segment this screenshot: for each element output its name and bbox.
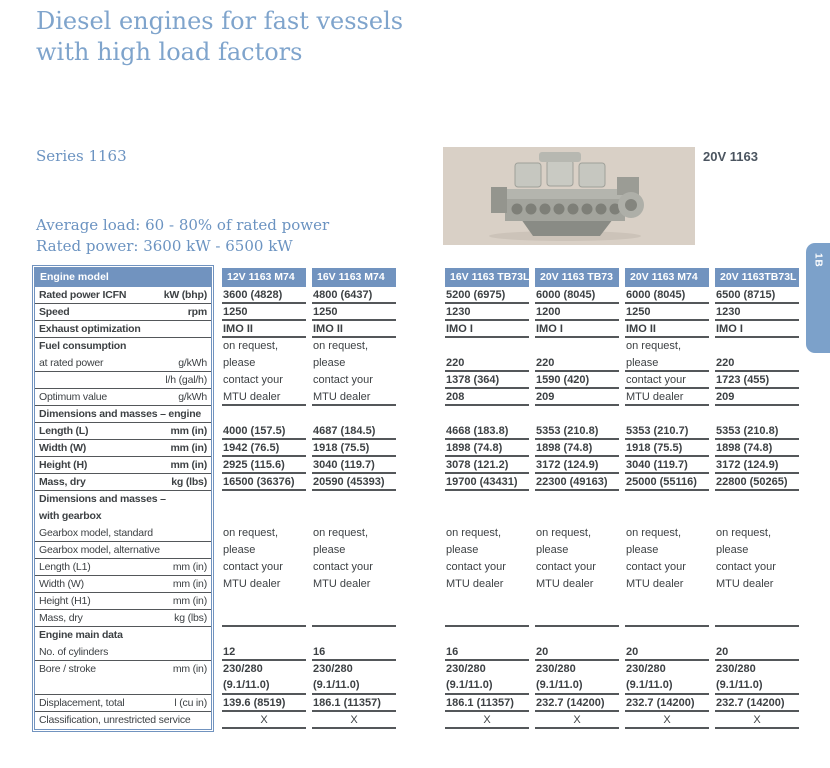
spec-cell-4-0: 6000 (8045) bbox=[625, 287, 709, 304]
spec-cell-1-1: 1250 bbox=[312, 304, 396, 321]
row-label-text: Length (L) bbox=[39, 425, 89, 437]
engine-model-chip: 12V 1163 M74 bbox=[222, 268, 306, 287]
row-unit: kg (lbs) bbox=[174, 612, 207, 624]
spec-cell-0-11: 16500 (36376) bbox=[222, 474, 306, 491]
spec-cell-3-22: 232.7 (14200) bbox=[535, 695, 619, 712]
spec-cell-2-8: 4668 (183.8) bbox=[445, 423, 529, 440]
spec-cell-2-9: 1898 (74.8) bbox=[445, 440, 529, 457]
spec-cell-4-16: MTU dealer bbox=[626, 578, 684, 590]
spec-cell-3-8: 5353 (210.8) bbox=[535, 423, 619, 440]
spec-cell-4-17 bbox=[625, 593, 709, 610]
row-label-23 bbox=[35, 712, 211, 729]
section-tab-label: 1B bbox=[812, 253, 824, 268]
engine-columns bbox=[214, 265, 799, 729]
spec-cell-2-1: 1230 bbox=[445, 304, 529, 321]
spec-cell-4-19 bbox=[625, 627, 709, 644]
spec-cell-1-5: contact your bbox=[313, 374, 373, 386]
spec-cell-1-8: 4687 (184.5) bbox=[312, 423, 396, 440]
row-label-text: Dimensions and masses – bbox=[39, 493, 166, 505]
spec-cell-4-12 bbox=[625, 491, 709, 525]
spec-cell-4-22: 232.7 (14200) bbox=[625, 695, 709, 712]
spec-cell-4-2: IMO II bbox=[625, 321, 709, 338]
row-unit: mm (in) bbox=[172, 595, 207, 607]
spec-cell-4-15: contact your bbox=[626, 561, 686, 573]
engine-model-header: Engine model bbox=[35, 268, 211, 287]
spec-cell-0-12 bbox=[222, 491, 306, 525]
engine-model-chip: 16V 1163 M74 bbox=[312, 268, 396, 287]
row-label-text: Bore / stroke bbox=[39, 663, 96, 675]
spec-cell-2-10: 3078 (121.2) bbox=[445, 457, 529, 474]
row-label-text: Optimum value bbox=[39, 391, 108, 403]
spec-cell-2-23: X bbox=[445, 712, 529, 729]
row-unit: mm (in) bbox=[170, 459, 207, 471]
engine-model-chip: 20V 1163 M74 bbox=[625, 268, 709, 287]
engine-column-1 bbox=[312, 265, 396, 729]
spec-cell-1-16: MTU dealer bbox=[313, 578, 371, 590]
spec-cell-3-16: MTU dealer bbox=[536, 578, 594, 590]
row-label-10 bbox=[35, 457, 211, 474]
row-unit: kW (bhp) bbox=[163, 289, 207, 301]
spec-cell-3-17 bbox=[535, 593, 619, 610]
spec-cell-0-16: MTU dealer bbox=[223, 578, 281, 590]
spec-cell-2-4: 220 bbox=[445, 355, 529, 372]
spec-cell-0-2: IMO II bbox=[222, 321, 306, 338]
spec-cell-0-18 bbox=[222, 610, 306, 627]
spec-cell-2-5: 1378 (364) bbox=[445, 372, 529, 389]
series-label: Series 1163 bbox=[36, 147, 127, 165]
spec-cell-5-7 bbox=[715, 406, 799, 423]
spec-cell-2-22: 186.1 (11357) bbox=[445, 695, 529, 712]
spec-cell-1-0: 4800 (6437) bbox=[312, 287, 396, 304]
spec-cell-1-17 bbox=[312, 593, 396, 610]
row-label-text: Classification, unrestricted service bbox=[39, 714, 191, 726]
spec-cell-2-18 bbox=[445, 610, 529, 627]
spec-cell-4-8: 5353 (210.7) bbox=[625, 423, 709, 440]
spec-cell-0-4: please bbox=[223, 357, 256, 369]
spec-cell-3-10: 3172 (124.9) bbox=[535, 457, 619, 474]
spec-cell-5-9: 1898 (74.8) bbox=[715, 440, 799, 457]
spec-cell-4-13: on request, bbox=[626, 527, 682, 539]
spec-cell-5-1: 1230 bbox=[715, 304, 799, 321]
row-label-2 bbox=[35, 321, 211, 338]
spec-cell-3-19 bbox=[535, 627, 619, 644]
spec-cell-2-11: 19700 (43431) bbox=[445, 474, 529, 491]
spec-cell-0-13: on request, bbox=[223, 527, 279, 539]
section-tab-1b bbox=[806, 243, 830, 353]
spec-cell-1-9: 1918 (75.5) bbox=[312, 440, 396, 457]
spec-cell-0-17 bbox=[222, 593, 306, 610]
spec-cell-3-0: 6000 (8045) bbox=[535, 287, 619, 304]
spec-cell-2-15: contact your bbox=[446, 561, 506, 573]
spec-cell-1-2: IMO II bbox=[312, 321, 396, 338]
spec-cell-1-13: on request, bbox=[313, 527, 369, 539]
row-label-12 bbox=[35, 491, 211, 525]
spec-cell-0-15: contact your bbox=[223, 561, 283, 573]
row-label-14 bbox=[35, 542, 211, 559]
spec-cell-5-21: 230/280 (9.1/11.0) bbox=[715, 661, 799, 695]
row-unit: rpm bbox=[187, 306, 207, 318]
row-label-text: Dimensions and masses – engine bbox=[39, 408, 202, 420]
engine-model-chip: 20V 1163TB73L bbox=[715, 268, 799, 287]
spec-cell-4-9: 1918 (75.5) bbox=[625, 440, 709, 457]
spec-cell-4-11: 25000 (55116) bbox=[625, 474, 709, 491]
spec-cell-3-23: X bbox=[535, 712, 619, 729]
spec-cell-2-2: IMO I bbox=[445, 321, 529, 338]
row-label-text: Engine main data bbox=[39, 629, 123, 641]
spec-cell-0-6: MTU dealer bbox=[222, 389, 306, 406]
row-unit: mm (in) bbox=[172, 561, 207, 573]
spec-table-row-labels bbox=[32, 265, 214, 732]
spec-cell-1-14: please bbox=[313, 544, 346, 556]
row-label-8 bbox=[35, 423, 211, 440]
spec-cell-3-12 bbox=[535, 491, 619, 525]
row-label-4 bbox=[35, 355, 211, 372]
spec-cell-1-10: 3040 (119.7) bbox=[312, 457, 396, 474]
spec-cell-0-0: 3600 (4828) bbox=[222, 287, 306, 304]
spec-cell-0-20: 12 bbox=[222, 644, 306, 661]
engine-column-5 bbox=[715, 265, 799, 729]
row-label-list bbox=[35, 287, 211, 729]
row-label-18 bbox=[35, 610, 211, 627]
row-unit: mm (in) bbox=[170, 442, 207, 454]
spec-cell-0-3: on request, bbox=[223, 340, 279, 352]
row-label-7 bbox=[35, 406, 211, 423]
engine-column-0 bbox=[222, 265, 306, 729]
row-label-17 bbox=[35, 593, 211, 610]
spec-cell-0-1: 1250 bbox=[222, 304, 306, 321]
spec-cell-3-21: 230/280 (9.1/11.0) bbox=[535, 661, 619, 695]
spec-cell-0-5: contact your bbox=[223, 374, 283, 386]
row-label-22 bbox=[35, 695, 211, 712]
spec-cell-4-3: on request, bbox=[626, 340, 682, 352]
row-label-text: Gearbox model, alternative bbox=[39, 544, 160, 556]
spec-cell-4-21: 230/280 (9.1/11.0) bbox=[625, 661, 709, 695]
row-label-text: Height (H) bbox=[39, 459, 88, 471]
row-label-text: Fuel consumption bbox=[39, 340, 127, 352]
spec-cell-5-8: 5353 (210.8) bbox=[715, 423, 799, 440]
spec-cell-5-15: contact your bbox=[716, 561, 776, 573]
intro-text bbox=[36, 215, 329, 257]
spec-cell-5-16: MTU dealer bbox=[716, 578, 774, 590]
spec-cell-4-18 bbox=[625, 610, 709, 627]
spec-cell-3-1: 1200 bbox=[535, 304, 619, 321]
row-label-text-line2: with gearbox bbox=[39, 510, 102, 522]
spec-cell-4-23: X bbox=[625, 712, 709, 729]
spec-cell-1-22: 186.1 (11357) bbox=[312, 695, 396, 712]
spec-cell-0-9: 1942 (76.5) bbox=[222, 440, 306, 457]
spec-cell-1-18 bbox=[312, 610, 396, 627]
spec-cell-3-3 bbox=[535, 338, 619, 355]
spec-cell-1-11: 20590 (45393) bbox=[312, 474, 396, 491]
spec-cell-4-7 bbox=[625, 406, 709, 423]
spec-cell-2-16: MTU dealer bbox=[446, 578, 504, 590]
spec-cell-4-20: 20 bbox=[625, 644, 709, 661]
spec-cell-5-12 bbox=[715, 491, 799, 525]
row-label-text: No. of cylinders bbox=[39, 646, 109, 658]
row-unit: g/kWh bbox=[178, 357, 207, 369]
spec-cell-1-23: X bbox=[312, 712, 396, 729]
engine-column-4 bbox=[625, 265, 709, 729]
spec-cell-5-20: 20 bbox=[715, 644, 799, 661]
spec-cell-3-15: contact your bbox=[536, 561, 596, 573]
spec-cell-2-12 bbox=[445, 491, 529, 525]
row-label-text: Mass, dry bbox=[39, 612, 83, 624]
spec-cell-2-0: 5200 (6975) bbox=[445, 287, 529, 304]
row-label-6 bbox=[35, 389, 211, 406]
row-label-0 bbox=[35, 287, 211, 304]
row-label-3 bbox=[35, 338, 211, 355]
spec-cell-2-14: please bbox=[446, 544, 479, 556]
page-title bbox=[36, 6, 403, 68]
spec-cell-3-14: please bbox=[536, 544, 569, 556]
row-label-16 bbox=[35, 576, 211, 593]
row-unit: mm (in) bbox=[170, 425, 207, 437]
spec-cell-4-10: 3040 (119.7) bbox=[625, 457, 709, 474]
row-unit: g/kWh bbox=[178, 391, 207, 403]
spec-cell-1-20: 16 bbox=[312, 644, 396, 661]
row-label-1 bbox=[35, 304, 211, 321]
row-unit: mm (in) bbox=[172, 663, 207, 675]
spec-cell-1-3: on request, bbox=[313, 340, 369, 352]
spec-cell-5-4: 220 bbox=[715, 355, 799, 372]
row-label-text: Length (L1) bbox=[39, 561, 91, 573]
spec-cell-0-23: X bbox=[222, 712, 306, 729]
spec-cell-4-4: please bbox=[625, 355, 709, 372]
spec-cell-2-21: 230/280 (9.1/11.0) bbox=[445, 661, 529, 695]
spec-cell-1-6: MTU dealer bbox=[312, 389, 396, 406]
spec-cell-5-23: X bbox=[715, 712, 799, 729]
spec-cell-3-2: IMO I bbox=[535, 321, 619, 338]
row-label-text: Gearbox model, standard bbox=[39, 527, 153, 539]
spec-cell-5-6: 209 bbox=[715, 389, 799, 406]
spec-cell-2-13: on request, bbox=[446, 527, 502, 539]
spec-cell-2-3 bbox=[445, 338, 529, 355]
row-label-text: Height (H1) bbox=[39, 595, 91, 607]
spec-cell-3-5: 1590 (420) bbox=[535, 372, 619, 389]
spec-cell-0-7 bbox=[222, 406, 306, 423]
spec-cell-3-4: 220 bbox=[535, 355, 619, 372]
spec-cell-4-5: contact your bbox=[625, 372, 709, 389]
spec-cell-1-15: contact your bbox=[313, 561, 373, 573]
spec-cell-0-8: 4000 (157.5) bbox=[222, 423, 306, 440]
average-load-line: Average load: 60 - 80% of rated power bbox=[36, 216, 330, 234]
row-label-15 bbox=[35, 559, 211, 576]
spec-cell-3-13: on request, bbox=[536, 527, 592, 539]
row-label-text: Exhaust optimization bbox=[39, 323, 141, 335]
engine-illustration bbox=[443, 147, 695, 245]
engine-model-chip: 20V 1163 TB73 bbox=[535, 268, 619, 287]
spec-cell-0-14: please bbox=[223, 544, 256, 556]
spec-cell-2-20: 16 bbox=[445, 644, 529, 661]
spec-cell-5-19 bbox=[715, 627, 799, 644]
row-label-9 bbox=[35, 440, 211, 457]
row-label-text: Displacement, total bbox=[39, 697, 125, 709]
spec-cell-0-10: 2925 (115.6) bbox=[222, 457, 306, 474]
spec-cell-2-6: 208 bbox=[445, 389, 529, 406]
spec-cell-5-14: please bbox=[716, 544, 749, 556]
spec-cell-1-4: please bbox=[313, 357, 346, 369]
row-label-text: Rated power ICFN bbox=[39, 289, 127, 301]
row-label-13 bbox=[35, 525, 211, 542]
rated-power-line: Rated power: 3600 kW - 6500 kW bbox=[36, 237, 293, 255]
engine-column-3 bbox=[535, 265, 619, 729]
row-label-text: Width (W) bbox=[39, 578, 84, 590]
spec-cell-3-20: 20 bbox=[535, 644, 619, 661]
spec-cell-3-6: 209 bbox=[535, 389, 619, 406]
spec-cell-5-22: 232.7 (14200) bbox=[715, 695, 799, 712]
spec-cell-5-13: on request, bbox=[716, 527, 772, 539]
spec-cell-0-22: 139.6 (8519) bbox=[222, 695, 306, 712]
row-label-11 bbox=[35, 474, 211, 491]
engine-model-chip: 16V 1163 TB73L bbox=[445, 268, 529, 287]
spec-cell-5-3 bbox=[715, 338, 799, 355]
row-unit: mm (in) bbox=[172, 578, 207, 590]
row-label-text: at rated power bbox=[39, 357, 104, 369]
row-label-text: Speed bbox=[39, 306, 70, 318]
spec-cell-1-21: 230/280 (9.1/11.0) bbox=[312, 661, 396, 695]
engine-photo-caption: 20V 1163 bbox=[703, 149, 758, 164]
row-label-text: Width (W) bbox=[39, 442, 87, 454]
spec-cell-5-0: 6500 (8715) bbox=[715, 287, 799, 304]
spec-cell-5-2: IMO I bbox=[715, 321, 799, 338]
row-unit: l (cu in) bbox=[174, 697, 207, 709]
spec-cell-4-14: please bbox=[626, 544, 659, 556]
row-label-20 bbox=[35, 644, 211, 661]
spec-cell-3-9: 1898 (74.8) bbox=[535, 440, 619, 457]
spec-cell-0-19 bbox=[222, 627, 306, 644]
engine-photo bbox=[443, 147, 695, 245]
row-labels-inner bbox=[34, 267, 212, 730]
spec-cell-1-12 bbox=[312, 491, 396, 525]
spec-cell-0-21: 230/280 (9.1/11.0) bbox=[222, 661, 306, 695]
row-label-5 bbox=[35, 372, 211, 389]
row-label-19 bbox=[35, 627, 211, 644]
spec-cell-4-1: 1250 bbox=[625, 304, 709, 321]
row-label-text: Mass, dry bbox=[39, 476, 86, 488]
spec-cell-5-17 bbox=[715, 593, 799, 610]
engine-column-2 bbox=[445, 265, 529, 729]
spec-cell-3-7 bbox=[535, 406, 619, 423]
spec-cell-5-11: 22800 (50265) bbox=[715, 474, 799, 491]
spec-table bbox=[32, 265, 799, 732]
row-unit: l/h (gal/h) bbox=[165, 374, 207, 386]
spec-cell-5-5: 1723 (455) bbox=[715, 372, 799, 389]
page-title-line2: with high load factors bbox=[36, 38, 303, 66]
spec-cell-1-19 bbox=[312, 627, 396, 644]
spec-cell-3-11: 22300 (49163) bbox=[535, 474, 619, 491]
page-title-line1: Diesel engines for fast vessels bbox=[36, 7, 404, 35]
spec-cell-5-18 bbox=[715, 610, 799, 627]
spec-cell-5-10: 3172 (124.9) bbox=[715, 457, 799, 474]
spec-cell-2-7 bbox=[445, 406, 529, 423]
spec-cell-2-17 bbox=[445, 593, 529, 610]
spec-cell-2-19 bbox=[445, 627, 529, 644]
spec-cell-4-6: MTU dealer bbox=[625, 389, 709, 406]
row-label-21 bbox=[35, 661, 211, 695]
spec-cell-3-18 bbox=[535, 610, 619, 627]
spec-cell-1-7 bbox=[312, 406, 396, 423]
row-unit: kg (lbs) bbox=[171, 476, 207, 488]
